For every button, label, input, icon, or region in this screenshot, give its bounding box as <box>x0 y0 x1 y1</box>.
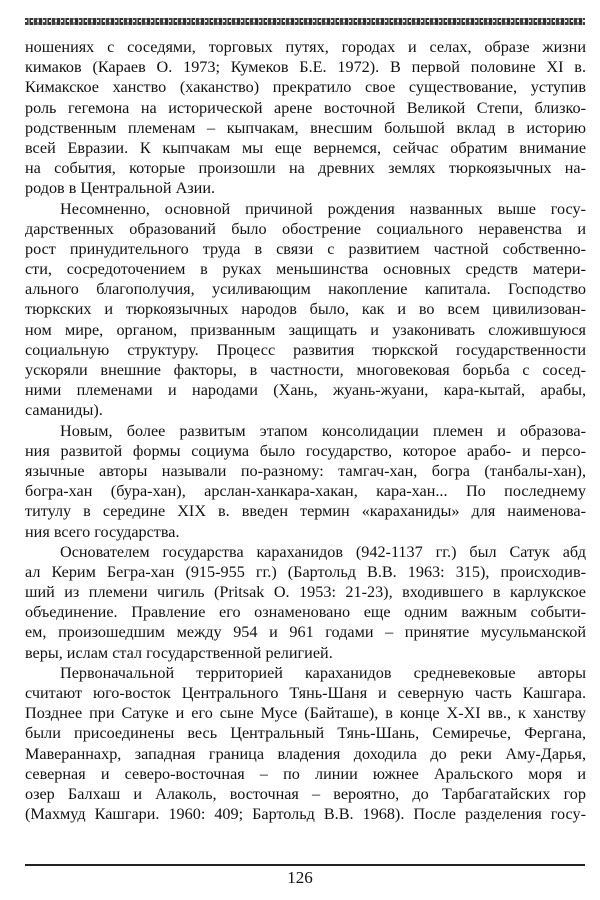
text-line: титулу в середине XIX в. введен термин «караханиды» для наименова- <box>25 502 586 521</box>
text-line: Новым, более развитым этапом консолидации племен и образова- <box>60 421 586 440</box>
footer-rule <box>25 864 585 866</box>
text-line: были присоединены весь Центральный Тянь-Шань, Семиречье, Фергана, <box>25 724 586 743</box>
text-line: ном мире, органом, призванным защищать и узаконивать сложившуюся <box>25 320 586 339</box>
text-line: ал Керим Бегра-хан (915-955 гг.) (Бартольд В.В. 1963: 315), происходив- <box>25 562 586 581</box>
text-line: рост принудительного труда в связи с развитием частной собственно- <box>25 239 586 258</box>
paragraph <box>25 199 586 421</box>
text-line: ального благополучия, усиливающим накопление капитала. Господство <box>25 280 586 299</box>
paragraph <box>25 542 586 663</box>
text-line: саманиды). <box>25 401 103 420</box>
text-line: озер Балхаш и Алаколь, восточная – вероятно, до Тарбагатайских гор <box>25 784 586 803</box>
text-line: ния всего государства. <box>25 522 180 541</box>
text-line: (Махмуд Кашгари. 1960: 409; Бартольд В.В. 1968). После разделения госу- <box>25 805 586 824</box>
text-line: ношениях с соседями, торговых путях, городах и селах, образе жизни <box>25 38 586 56</box>
text-line: северная и северо-восточная – по линии южнее Аральского моря и <box>25 764 586 783</box>
text-line: объединение. Правление его ознаменовано еще одним важным событи- <box>25 603 586 622</box>
text-line: дарственных образований было обострение социального неравенства и <box>25 219 586 238</box>
text-line: ем, произошедшим между 954 и 961 годами – принятие мусульманской <box>25 623 586 642</box>
page-number: 126 <box>287 868 313 887</box>
text-line: роль гегемона на исторической арене восточной Великой Степи, близко- <box>25 98 586 117</box>
text-line: считают юго-восток Центрального Тянь-Шаня и северную часть Кашгара. <box>25 684 586 702</box>
text-line: родственным племенам – кыпчакам, внесшим большой вклад в историю <box>25 118 586 137</box>
text-line: социальную структуру. Процесс развития тюркской государственности <box>25 340 586 359</box>
text-line: Кимакское ханство (хаканство) прекратило свое существование, уступив <box>25 78 586 97</box>
text-line: Мавераннахр, западная граница владения доходила до реки Аму-Дарья, <box>25 744 586 763</box>
text-line: ния развитой формы социума было государство, которое арабо- и персо- <box>25 441 586 460</box>
text-line: Позднее при Сатуке и его сыне Мусе (Байташе), в конце X-XI вв., к ханству <box>25 704 586 723</box>
text-line: на события, которые произошли на древних землях тюркоязычных на- <box>25 159 586 178</box>
text-line: тюркских и тюркоязычных народов было, как и во всем цивилизован- <box>25 300 586 319</box>
text-line: Основателем государства караханидов (942-1137 гг.) был Сатук абд <box>60 542 586 561</box>
text-line: веры, ислам стал государственной религией. <box>25 643 333 662</box>
text-line: Первоначальной территорией караханидов средневековые авторы <box>60 663 586 682</box>
text-line: кимаков (Караев О. 1973; Кумеков Б.Е. 1972). В первой половине XI в. <box>25 58 586 77</box>
header-ornament <box>25 18 585 25</box>
paragraph <box>25 421 586 542</box>
text-line: Несомненно, основной причиной рождения названных выше госу- <box>60 199 586 218</box>
paragraph <box>25 663 586 825</box>
text-line: ускоряли внешние факторы, в частности, многовековая борьба с сосед- <box>25 361 586 379</box>
text-line: сти, сосредоточением в руках меньшинства основных средств матери- <box>25 260 586 279</box>
text-line: ший из племени чигиль (Pritsak O. 1953: 21-23), входившего в карлукское <box>25 583 586 602</box>
text-line: всей Евразии. К кыпчакам мы еще вернемся, сейчас обратим внимание <box>25 138 586 157</box>
text-line: язычные авторы называли по-разному: тамгач-хан, богра (танбалы-хан), <box>25 461 586 480</box>
page-body <box>25 37 586 824</box>
paragraph <box>25 37 586 199</box>
text-line: богра-хан (бура-хан), арслан-ханкара-хакан, кара-хан... По последнему <box>25 482 586 501</box>
text-line: ними племенами и народами (Хань, жуань-жуани, кара-кытай, арабы, <box>25 381 586 400</box>
text-line: родов в Центральной Азии. <box>25 179 216 198</box>
